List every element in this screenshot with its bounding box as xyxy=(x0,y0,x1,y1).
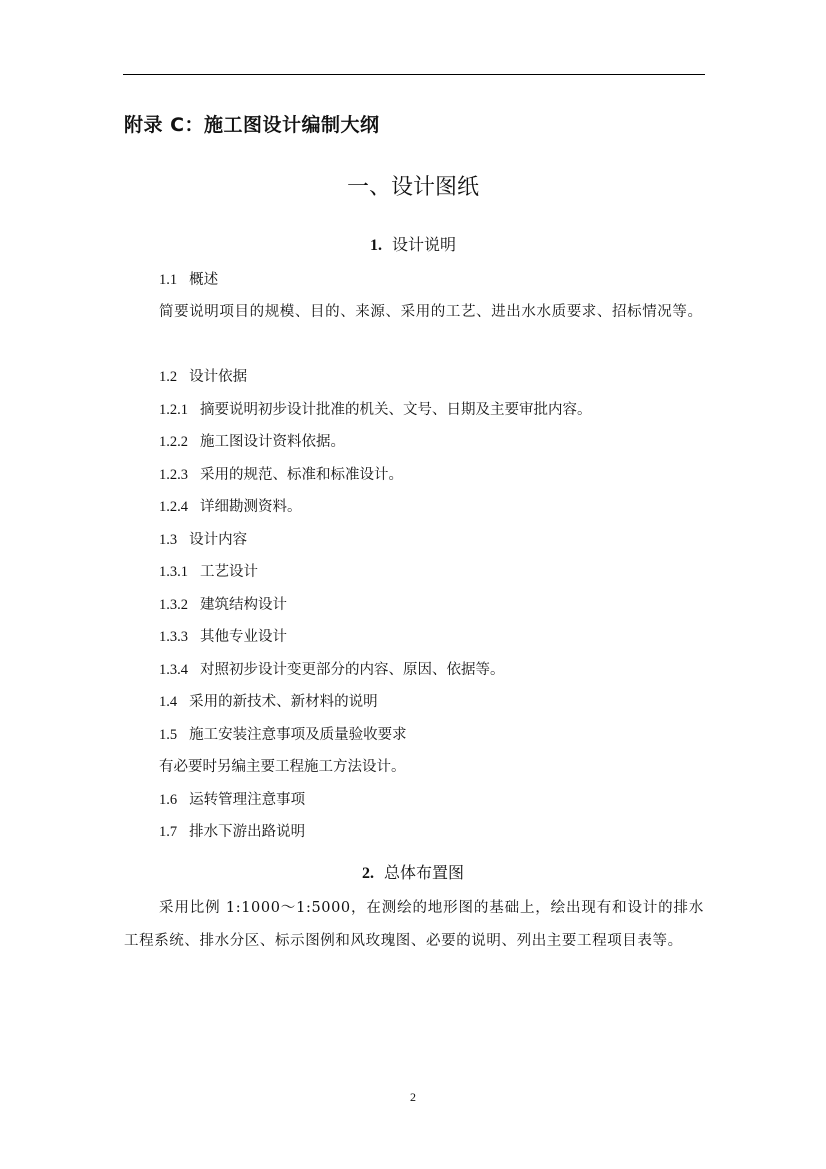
item-number: 1.2 xyxy=(159,369,178,385)
item-text: 其他专业设计 xyxy=(200,629,287,645)
item-text: 设计内容 xyxy=(189,532,248,548)
item-1-2-4 xyxy=(159,497,302,517)
item-number: 1.6 xyxy=(159,792,178,808)
item-number: 1.3.1 xyxy=(159,564,188,580)
item-text: 采用的规范、标准和标准设计。 xyxy=(200,467,403,483)
item-text: 施工安装注意事项及质量验收要求 xyxy=(189,727,407,743)
item-1-3-4 xyxy=(159,660,505,680)
item-number: 1.3.2 xyxy=(159,597,188,613)
item-text: 采用的新技术、新材料的说明 xyxy=(189,694,378,710)
section-number: 2. xyxy=(361,865,374,882)
item-text: 排水下游出路说明 xyxy=(189,824,306,840)
item-text: 详细勘测资料。 xyxy=(200,499,302,515)
paragraph-overview: 简要说明项目的规模、目的、来源、采用的工艺、进出水水质要求、招标情况等。 xyxy=(159,304,703,320)
item-text: 建筑结构设计 xyxy=(200,597,287,613)
item-text: 摘要说明初步设计批准的机关、文号、日期及主要审批内容。 xyxy=(200,402,592,418)
paragraph-layout-plan: 采用比例 1:1000～1:5000，在测绘的地形图的基础上，绘出现有和设计的排水工程系统、排水分区、标示图例和风玫瑰图、必要的说明、列出主要工程项目表等。 xyxy=(124,900,704,949)
item-number: 1.7 xyxy=(159,824,178,840)
section-heading-2 xyxy=(0,860,826,883)
item-1-3 xyxy=(159,530,247,550)
section-title: 设计说明 xyxy=(391,235,456,254)
item-number: 1.4 xyxy=(159,694,178,710)
item-number: 1.5 xyxy=(159,727,178,743)
item-number: 1.3 xyxy=(159,532,178,548)
item-text: 概述 xyxy=(189,272,219,288)
item-number: 1.2.3 xyxy=(159,467,188,483)
item-1-7 xyxy=(159,822,305,842)
paragraph-construction-method: 有必要时另编主要工程施工方法设计。 xyxy=(159,759,406,775)
item-1-3-1 xyxy=(159,562,258,582)
item-1-1 xyxy=(159,270,218,290)
item-1-5 xyxy=(159,725,407,745)
item-1-4 xyxy=(159,692,378,712)
item-text: 施工图设计资料依据。 xyxy=(200,434,345,450)
item-1-2-3 xyxy=(159,465,403,485)
section-number: 1. xyxy=(369,237,382,254)
item-1-6 xyxy=(159,790,305,810)
item-1-3-2 xyxy=(159,595,287,615)
item-number: 1.2.1 xyxy=(159,402,188,418)
item-1-2 xyxy=(159,367,247,387)
item-number: 1.3.4 xyxy=(159,662,188,678)
section-title: 总体布置图 xyxy=(383,863,464,882)
item-1-2-2 xyxy=(159,432,345,452)
item-1-2-1 xyxy=(159,400,592,420)
item-text: 对照初步设计变更部分的内容、原因、依据等。 xyxy=(200,662,505,678)
item-text: 设计依据 xyxy=(189,369,248,385)
item-number: 1.2.2 xyxy=(159,434,188,450)
item-text: 工艺设计 xyxy=(200,564,258,580)
appendix-title: 附录 C：施工图设计编制大纲 xyxy=(124,114,380,136)
section-heading-1 xyxy=(0,232,826,255)
item-number: 1.2.4 xyxy=(159,499,188,515)
page-number: 2 xyxy=(410,1090,416,1104)
item-number: 1.3.3 xyxy=(159,629,188,645)
item-text: 运转管理注意事项 xyxy=(189,792,306,808)
chapter-title: 一、设计图纸 xyxy=(346,175,479,200)
item-1-3-3 xyxy=(159,627,287,647)
item-number: 1.1 xyxy=(159,272,178,288)
header-rule xyxy=(123,74,705,75)
